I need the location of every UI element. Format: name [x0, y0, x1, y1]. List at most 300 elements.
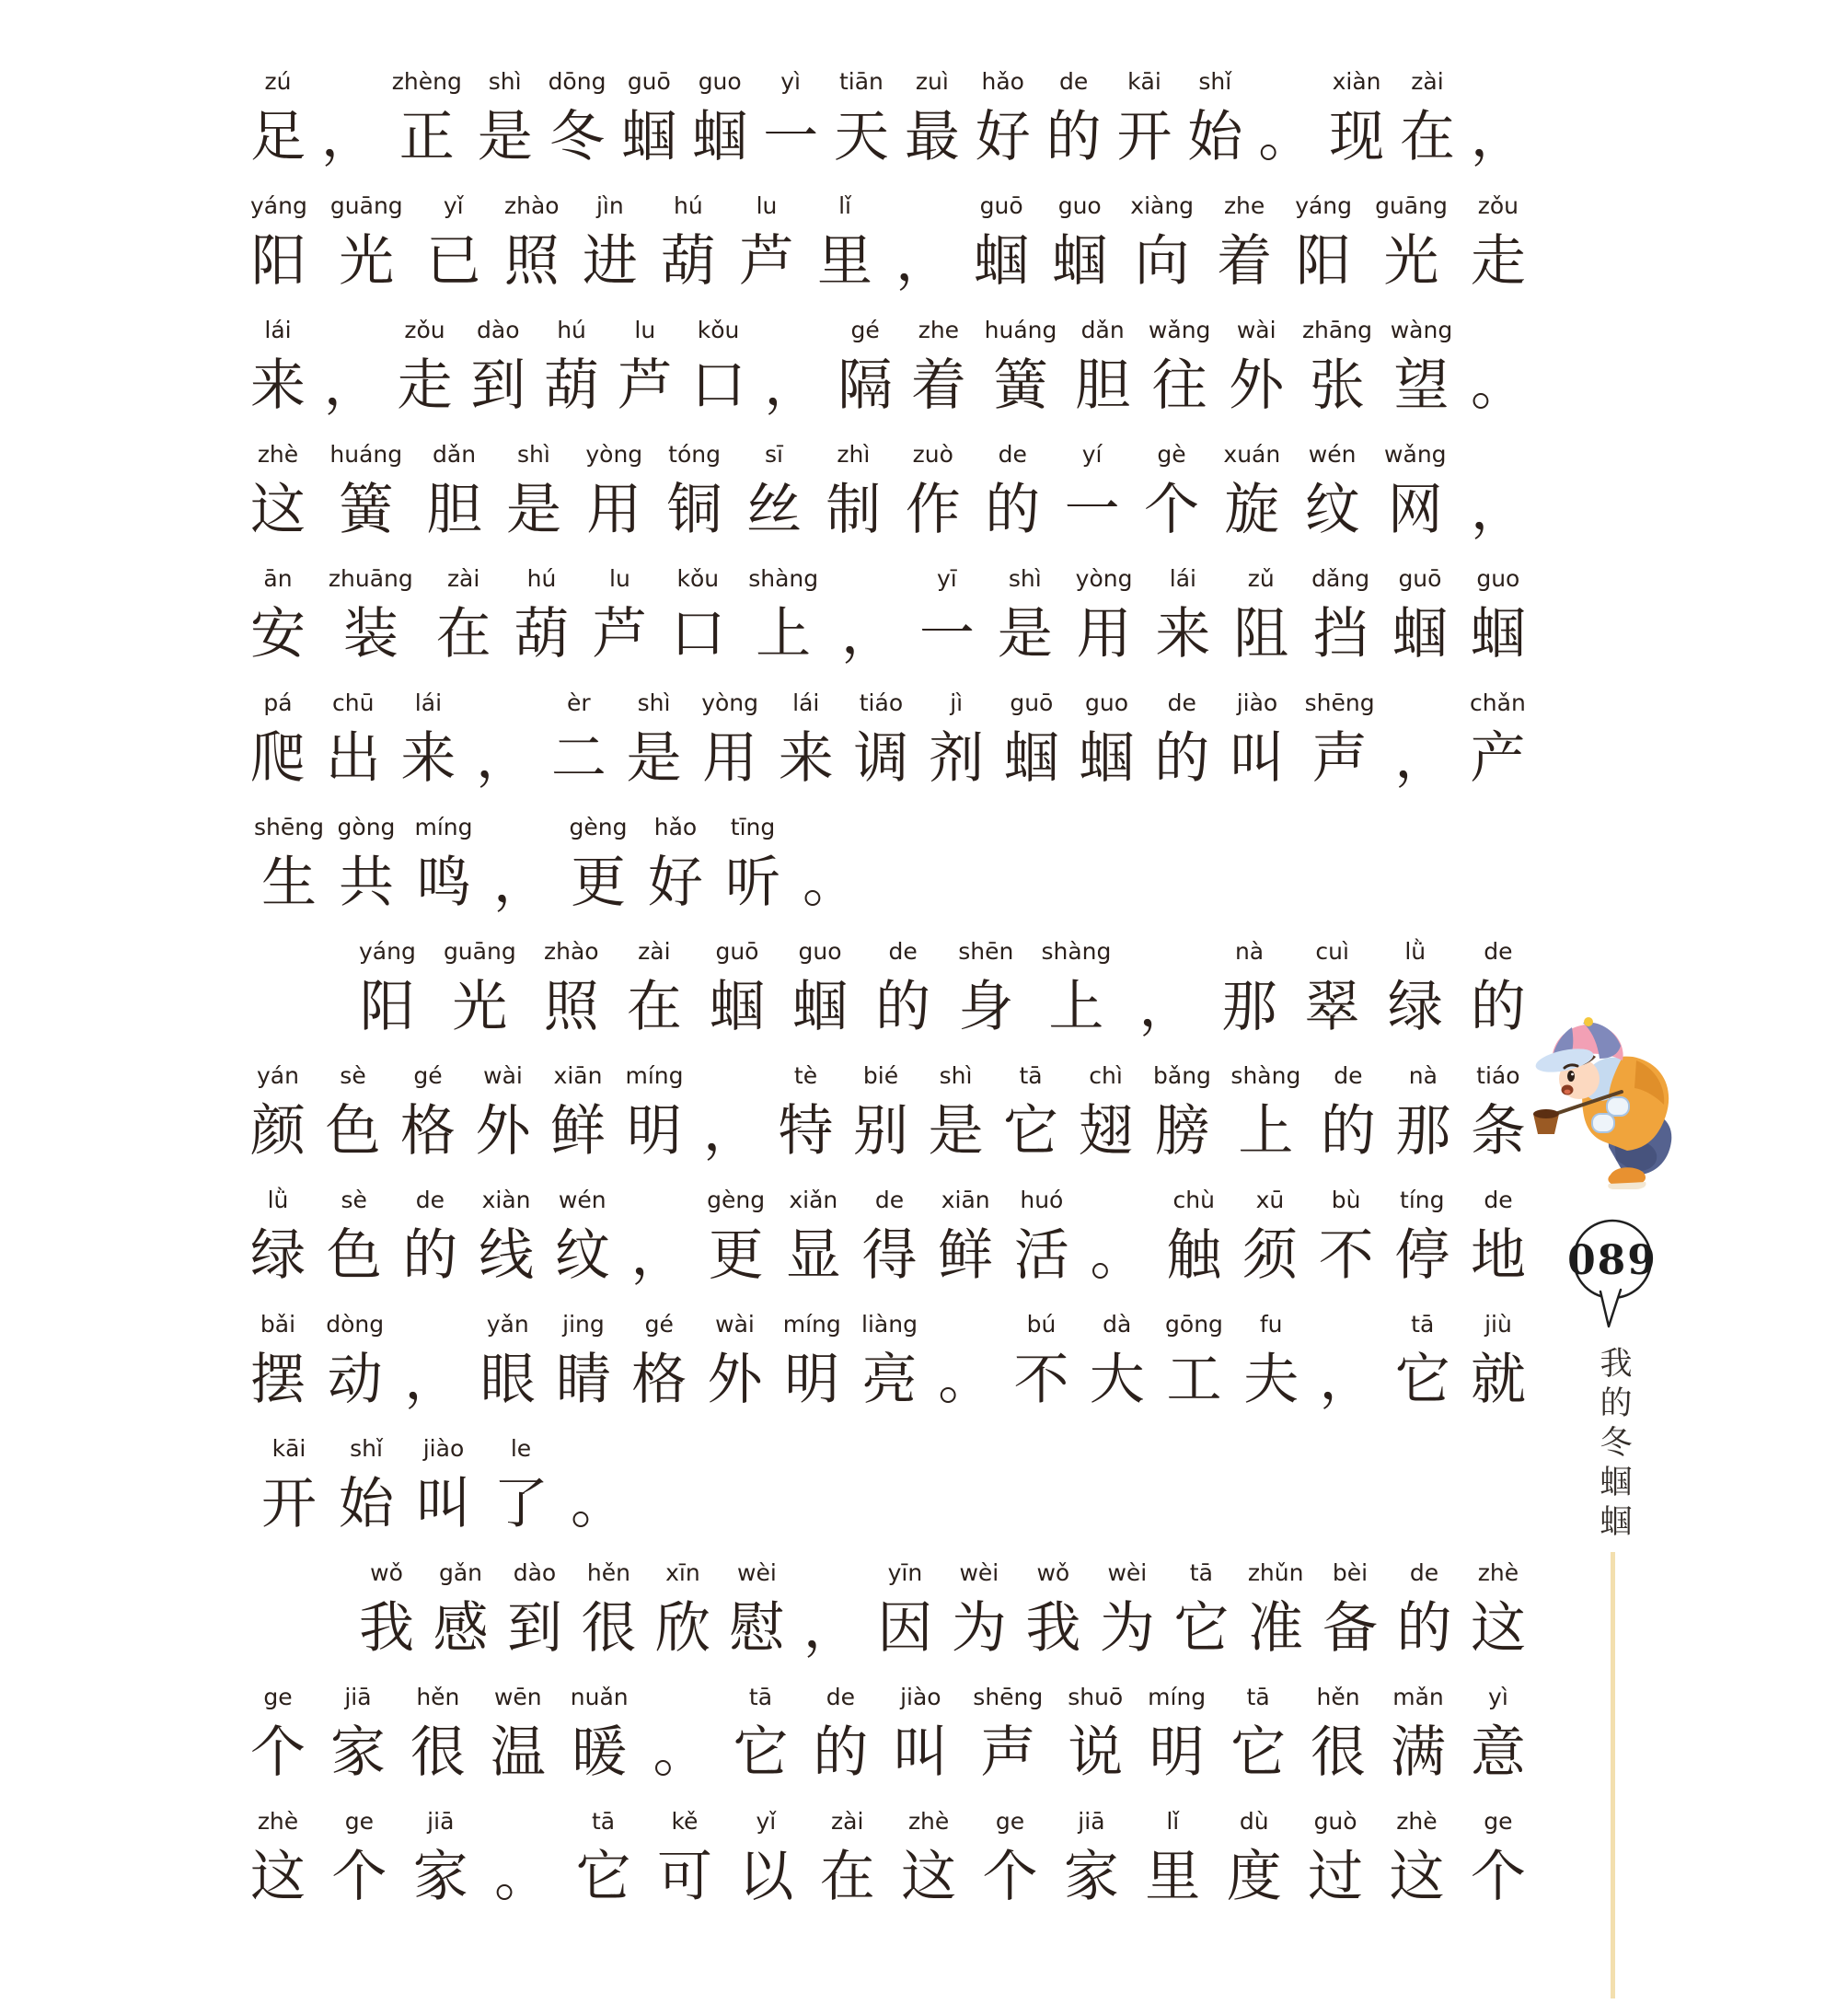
hanzi: 蝈: [1470, 604, 1526, 665]
text-line: [250, 1046, 1526, 1170]
hanzi: 显: [785, 1225, 841, 1286]
pinyin: guo: [1057, 192, 1102, 219]
ruby-token: [1305, 437, 1360, 549]
hanzi: 安: [250, 604, 306, 665]
pinyin: shàng: [748, 565, 819, 592]
hanzi: 产: [1470, 728, 1526, 789]
pinyin: zhè: [1477, 1559, 1519, 1586]
hanzi: 的: [1396, 1598, 1452, 1659]
ruby-token: [549, 64, 606, 176]
hanzi: 来: [1155, 604, 1211, 665]
ruby-token: [427, 437, 482, 549]
ruby-token: [470, 313, 526, 424]
hanzi: ，: [493, 852, 549, 913]
ruby-token: [703, 1059, 758, 1170]
ruby-token: [1004, 686, 1059, 797]
pinyin: gèng: [707, 1187, 766, 1213]
pinyin: wǎng: [1148, 317, 1211, 343]
ruby-token: [478, 64, 533, 176]
pinyin: ge: [1484, 1808, 1513, 1835]
boy-illustration: [1526, 1002, 1690, 1197]
ruby-token: [621, 64, 676, 176]
ruby-token: [626, 1059, 684, 1170]
ruby-token: [405, 810, 482, 921]
hanzi: ，: [1138, 977, 1195, 1037]
hanzi: 准: [1248, 1598, 1304, 1659]
hanzi: 装: [342, 604, 398, 665]
hanzi: 的: [813, 1722, 869, 1783]
ruby-token: [1052, 189, 1107, 300]
ruby-token: [1153, 1059, 1211, 1170]
pinyin: shì: [517, 441, 550, 468]
pinyin: shàng: [1041, 938, 1112, 965]
pinyin: bú: [1026, 1311, 1057, 1338]
ruby-token: [1100, 1556, 1155, 1667]
hanzi: 光: [1383, 231, 1439, 292]
ruby-token: [1471, 64, 1526, 176]
hanzi: 正: [398, 107, 455, 168]
ruby-token: [958, 934, 1013, 1046]
ruby-token: [729, 1556, 784, 1667]
hanzi: ，: [895, 231, 952, 292]
ruby-token: [250, 1680, 306, 1791]
hanzi: 意: [1470, 1722, 1526, 1783]
hanzi: ，: [1470, 480, 1526, 540]
hanzi: 明: [784, 1350, 840, 1410]
hanzi: 格: [400, 1101, 456, 1162]
lesson-text: [250, 52, 1526, 1916]
hanzi: 是: [997, 604, 1053, 665]
boy-illustration-svg: [1526, 1002, 1690, 1197]
ruby-token: [1148, 1680, 1206, 1791]
ruby-token: [491, 1680, 546, 1791]
text-line: [250, 797, 1526, 921]
pinyin: guāng: [329, 192, 403, 219]
pinyin: nà: [1408, 1062, 1438, 1089]
hanzi: 光: [339, 231, 395, 292]
hanzi: 芦: [738, 231, 794, 292]
ruby-token: [938, 1183, 993, 1294]
pinyin: wēn: [493, 1684, 542, 1710]
pinyin: xiàn: [481, 1187, 531, 1213]
hanzi: 亮: [861, 1350, 918, 1410]
pinyin: de: [998, 441, 1027, 468]
hanzi: 现: [1329, 107, 1385, 168]
hanzi: 照: [503, 231, 560, 292]
hanzi: ，: [630, 1225, 687, 1286]
pinyin: jiào: [1236, 689, 1278, 716]
hanzi: 簧: [993, 355, 1049, 416]
ruby-token: [479, 1183, 534, 1294]
hanzi: 它: [1230, 1722, 1287, 1783]
ruby-token: [560, 810, 637, 921]
pinyin: le: [510, 1435, 532, 1462]
hanzi: 的: [1470, 977, 1526, 1037]
ruby-token: [637, 810, 714, 921]
hanzi: 外: [1229, 355, 1285, 416]
ruby-token: [1144, 437, 1199, 549]
pinyin: wén: [1308, 441, 1357, 468]
ruby-token: [733, 1680, 788, 1791]
hanzi: 因: [877, 1598, 933, 1659]
ruby-token: [763, 64, 818, 176]
hanzi: 在: [1399, 107, 1455, 168]
hanzi: 用: [702, 728, 758, 789]
hanzi: 蝈: [1079, 728, 1135, 789]
pinyin: guo: [798, 938, 842, 965]
hanzi: 活: [1013, 1225, 1069, 1286]
hanzi: 光: [452, 977, 508, 1037]
pinyin: jiā: [427, 1808, 455, 1835]
text-line: [250, 176, 1526, 300]
hanzi: 家: [412, 1847, 468, 1907]
hanzi: ，: [1394, 728, 1450, 789]
ruby-token: [974, 189, 1029, 300]
ruby-token: [1248, 1556, 1304, 1667]
pinyin: zhāng: [1301, 317, 1372, 343]
ruby-token: [1471, 437, 1526, 549]
text-line: [250, 1791, 1526, 1916]
hanzi: 为: [1099, 1598, 1155, 1659]
hanzi: 往: [1151, 355, 1207, 416]
decorative-vertical-line: [1611, 1552, 1615, 1998]
ruby-token: [929, 1059, 984, 1170]
pinyin: tā: [1411, 1311, 1435, 1338]
ruby-token: [1217, 189, 1272, 300]
ruby-token: [837, 313, 893, 424]
ruby-token: [1230, 686, 1285, 797]
ruby-token: [707, 1183, 765, 1294]
pinyin: xiān: [553, 1062, 603, 1089]
ruby-token: [1319, 1183, 1374, 1294]
ruby-token: [400, 686, 456, 797]
pinyin: hěn: [416, 1684, 460, 1710]
ruby-token: [1471, 562, 1526, 673]
hanzi: 在: [435, 604, 491, 665]
hanzi: 我: [359, 1598, 414, 1659]
pinyin: guo: [1476, 565, 1520, 592]
pinyin: nuǎn: [570, 1684, 629, 1710]
ruby-token: [1080, 686, 1135, 797]
hanzi: 旋: [1224, 480, 1280, 540]
pinyin: zhì: [837, 441, 871, 468]
hanzi: 它: [733, 1722, 789, 1783]
hanzi: 铜: [666, 480, 722, 540]
ruby-token: [544, 313, 599, 424]
ruby-token: [544, 934, 599, 1046]
hanzi: 它: [575, 1847, 631, 1907]
pinyin: yīn: [887, 1559, 923, 1586]
pinyin: zài: [1411, 68, 1444, 95]
pinyin: zhèng: [391, 68, 462, 95]
hanzi: 用: [1076, 604, 1132, 665]
ruby-token: [329, 562, 413, 673]
ruby-token: [1154, 686, 1209, 797]
ruby-token: [328, 810, 405, 921]
pinyin: jiào: [422, 1435, 465, 1462]
hanzi: 共: [339, 852, 394, 913]
hanzi: 须: [1242, 1225, 1298, 1286]
ruby-token: [1138, 934, 1194, 1046]
hanzi: 绿: [1387, 977, 1443, 1037]
pinyin: jiù: [1484, 1311, 1512, 1338]
ruby-token: [618, 313, 673, 424]
pinyin: yòng: [585, 441, 643, 468]
pinyin: dǎng: [1311, 565, 1370, 592]
ruby-token: [764, 313, 819, 424]
pinyin: wèi: [1107, 1559, 1148, 1586]
hanzi: 蝈: [974, 231, 1030, 292]
pinyin: jì: [950, 689, 964, 716]
pinyin: ge: [344, 1808, 375, 1835]
ruby-token: [853, 686, 908, 797]
pinyin: de: [1484, 1187, 1513, 1213]
pinyin: fu: [1259, 1311, 1283, 1338]
ruby-token: [250, 189, 307, 300]
ruby-token: [1384, 437, 1446, 549]
pinyin: guo: [1085, 689, 1129, 716]
page-number: 089: [1567, 1237, 1657, 1284]
ruby-token: [1090, 1307, 1145, 1419]
pinyin: guo: [698, 68, 742, 95]
ruby-token: [392, 64, 462, 176]
hanzi: 摆: [250, 1350, 306, 1410]
pinyin: wén: [558, 1187, 606, 1213]
hanzi: 温: [490, 1722, 546, 1783]
hanzi: 张: [1309, 355, 1365, 416]
hanzi: 很: [410, 1722, 466, 1783]
ruby-token: [1470, 686, 1526, 797]
pinyin: zuò: [912, 441, 953, 468]
hanzi: 格: [631, 1350, 687, 1410]
hanzi: 天: [833, 107, 889, 168]
hanzi: 暖: [572, 1722, 628, 1783]
pinyin: xiǎn: [789, 1187, 838, 1213]
text-line: [250, 673, 1526, 797]
ruby-token: [1166, 1183, 1221, 1294]
pinyin: shì: [637, 689, 671, 716]
hanzi: 是: [477, 107, 533, 168]
hanzi: 别: [853, 1101, 909, 1162]
ruby-token: [329, 437, 402, 549]
pinyin: de: [888, 938, 918, 965]
pinyin: xuán: [1223, 441, 1281, 468]
ruby-token: [1295, 189, 1352, 300]
pinyin: gǎn: [438, 1559, 482, 1586]
ruby-token: [707, 1307, 762, 1419]
pinyin: wàng: [1390, 317, 1453, 343]
hanzi: 剂: [929, 728, 985, 789]
pinyin: dù: [1239, 1808, 1269, 1835]
ruby-token: [476, 1059, 531, 1170]
ruby-token: [998, 562, 1053, 673]
ruby-token: [413, 1804, 468, 1916]
hanzi: 备: [1322, 1598, 1378, 1659]
pinyin: de: [1334, 1062, 1363, 1089]
ruby-token: [792, 934, 848, 1046]
hanzi: 为: [951, 1598, 1007, 1659]
ruby-token: [405, 1431, 482, 1543]
hanzi: 阳: [250, 231, 306, 292]
hanzi: 的: [1045, 107, 1102, 168]
hanzi: 睛: [555, 1350, 611, 1410]
ruby-token: [576, 1804, 631, 1916]
hanzi: 更: [571, 852, 626, 913]
pinyin: shǐ: [350, 1435, 383, 1462]
pinyin: huó: [1020, 1187, 1064, 1213]
pinyin: èr: [566, 689, 591, 716]
ruby-token: [551, 686, 606, 797]
pinyin: guō: [627, 68, 671, 95]
pinyin: yán: [257, 1062, 299, 1089]
ruby-token: [1322, 1556, 1378, 1667]
hanzi: 触: [1166, 1225, 1222, 1286]
ruby-token: [482, 810, 560, 921]
ruby-token: [1003, 1059, 1058, 1170]
pinyin: yǐ: [756, 1808, 777, 1835]
ruby-token: [250, 1307, 306, 1419]
pinyin: tā: [748, 1684, 773, 1710]
pinyin: lu: [634, 317, 656, 343]
ruby-token: [1375, 189, 1448, 300]
hanzi: 一: [918, 604, 975, 665]
pinyin: tīng: [730, 814, 776, 840]
text-line: [250, 1543, 1526, 1667]
ruby-token: [1471, 1307, 1526, 1419]
pinyin: dào: [477, 317, 520, 343]
ruby-token: [627, 934, 682, 1046]
ruby-token: [402, 1183, 457, 1294]
page-sidebar: [1519, 994, 1749, 2004]
ruby-token: [1471, 934, 1526, 1046]
hanzi: ，: [320, 107, 376, 168]
ruby-token: [1311, 1680, 1366, 1791]
hanzi: 作: [905, 480, 961, 540]
hanzi: 的: [1320, 1101, 1376, 1162]
ruby-token: [321, 64, 376, 176]
ruby-token: [1233, 562, 1288, 673]
pinyin: yòng: [701, 689, 759, 716]
hanzi: 。: [938, 1350, 994, 1410]
ruby-token: [853, 1059, 908, 1170]
hanzi: 说: [1068, 1722, 1124, 1783]
hanzi: 个: [982, 1847, 1038, 1907]
ruby-token: [1223, 437, 1280, 549]
hanzi: 调: [853, 728, 909, 789]
hanzi: 线: [479, 1225, 535, 1286]
hanzi: 阳: [1296, 231, 1352, 292]
pinyin: jiào: [900, 1684, 941, 1710]
pinyin: gé: [644, 1311, 674, 1338]
pinyin: bù: [1331, 1187, 1361, 1213]
hanzi: 特: [778, 1101, 834, 1162]
hanzi: 。: [1090, 1225, 1146, 1286]
pinyin: guō: [1398, 565, 1442, 592]
ruby-token: [1155, 562, 1210, 673]
ruby-token: [627, 686, 682, 797]
ruby-token: [834, 64, 889, 176]
hanzi: 大: [1089, 1350, 1145, 1410]
pinyin: zhe: [918, 317, 960, 343]
hanzi: 翅: [1078, 1101, 1134, 1162]
ruby-token: [1321, 1059, 1376, 1170]
ruby-token: [250, 64, 306, 176]
hanzi: 阳: [359, 977, 415, 1037]
hanzi: 。: [653, 1722, 709, 1783]
pinyin: hú: [526, 565, 557, 592]
pinyin: yáng: [1295, 192, 1353, 219]
hanzi: 个: [331, 1847, 387, 1907]
pinyin: zuì: [915, 68, 949, 95]
ruby-token: [1076, 562, 1133, 673]
pinyin: yì: [1488, 1684, 1508, 1710]
ruby-token: [667, 437, 722, 549]
ruby-token: [404, 1307, 459, 1419]
hanzi: 来: [250, 355, 306, 416]
ruby-token: [670, 562, 725, 673]
ruby-token: [592, 562, 647, 673]
hanzi: 到: [506, 1598, 562, 1659]
ruby-token: [630, 1183, 686, 1294]
pinyin: zhè: [257, 1808, 299, 1835]
pinyin: xū: [1255, 1187, 1285, 1213]
hanzi: 足: [250, 107, 306, 168]
hanzi: 工: [1166, 1350, 1222, 1410]
hanzi: 条: [1470, 1101, 1526, 1162]
hanzi: 叫: [893, 1722, 949, 1783]
pinyin: wǒ: [1036, 1559, 1070, 1586]
hanzi: 一: [1064, 480, 1120, 540]
hanzi: 望: [1393, 355, 1450, 416]
hanzi: 丝: [745, 480, 802, 540]
hanzi: 的: [875, 977, 931, 1037]
ruby-token: [1064, 1804, 1119, 1916]
ruby-token: [1329, 64, 1384, 176]
hanzi: 一: [763, 107, 819, 168]
ruby-token: [631, 1307, 687, 1419]
hanzi: 这: [250, 1847, 306, 1907]
hanzi: 上: [1238, 1101, 1294, 1162]
pinyin: kāi: [1127, 68, 1161, 95]
pinyin: xiān: [941, 1187, 990, 1213]
pinyin: liàng: [861, 1311, 918, 1338]
pinyin: shàng: [1230, 1062, 1301, 1089]
hanzi: ，: [404, 1350, 460, 1410]
hanzi: 这: [1389, 1847, 1445, 1907]
text-line: [250, 921, 1526, 1046]
hanzi: 夫: [1243, 1350, 1299, 1410]
hanzi: 在: [626, 977, 682, 1037]
pinyin: jiā: [1078, 1808, 1105, 1835]
pinyin: de: [415, 1187, 445, 1213]
ruby-token: [1187, 64, 1242, 176]
hanzi: 着: [910, 355, 966, 416]
text-line: [250, 549, 1526, 673]
pinyin: zhǔn: [1247, 1559, 1304, 1586]
hanzi: ，: [841, 604, 896, 665]
ruby-token: [331, 1804, 387, 1916]
hanzi: 蝈: [792, 977, 849, 1037]
ruby-token: [250, 313, 306, 424]
ruby-token: [250, 810, 328, 921]
text-line: [250, 1419, 1526, 1543]
ruby-token: [555, 1183, 610, 1294]
ruby-token: [973, 1680, 1043, 1791]
hanzi: 是: [505, 480, 561, 540]
hanzi: 蝈: [692, 107, 748, 168]
ruby-token: [938, 1307, 993, 1419]
text-line: [250, 1667, 1526, 1791]
